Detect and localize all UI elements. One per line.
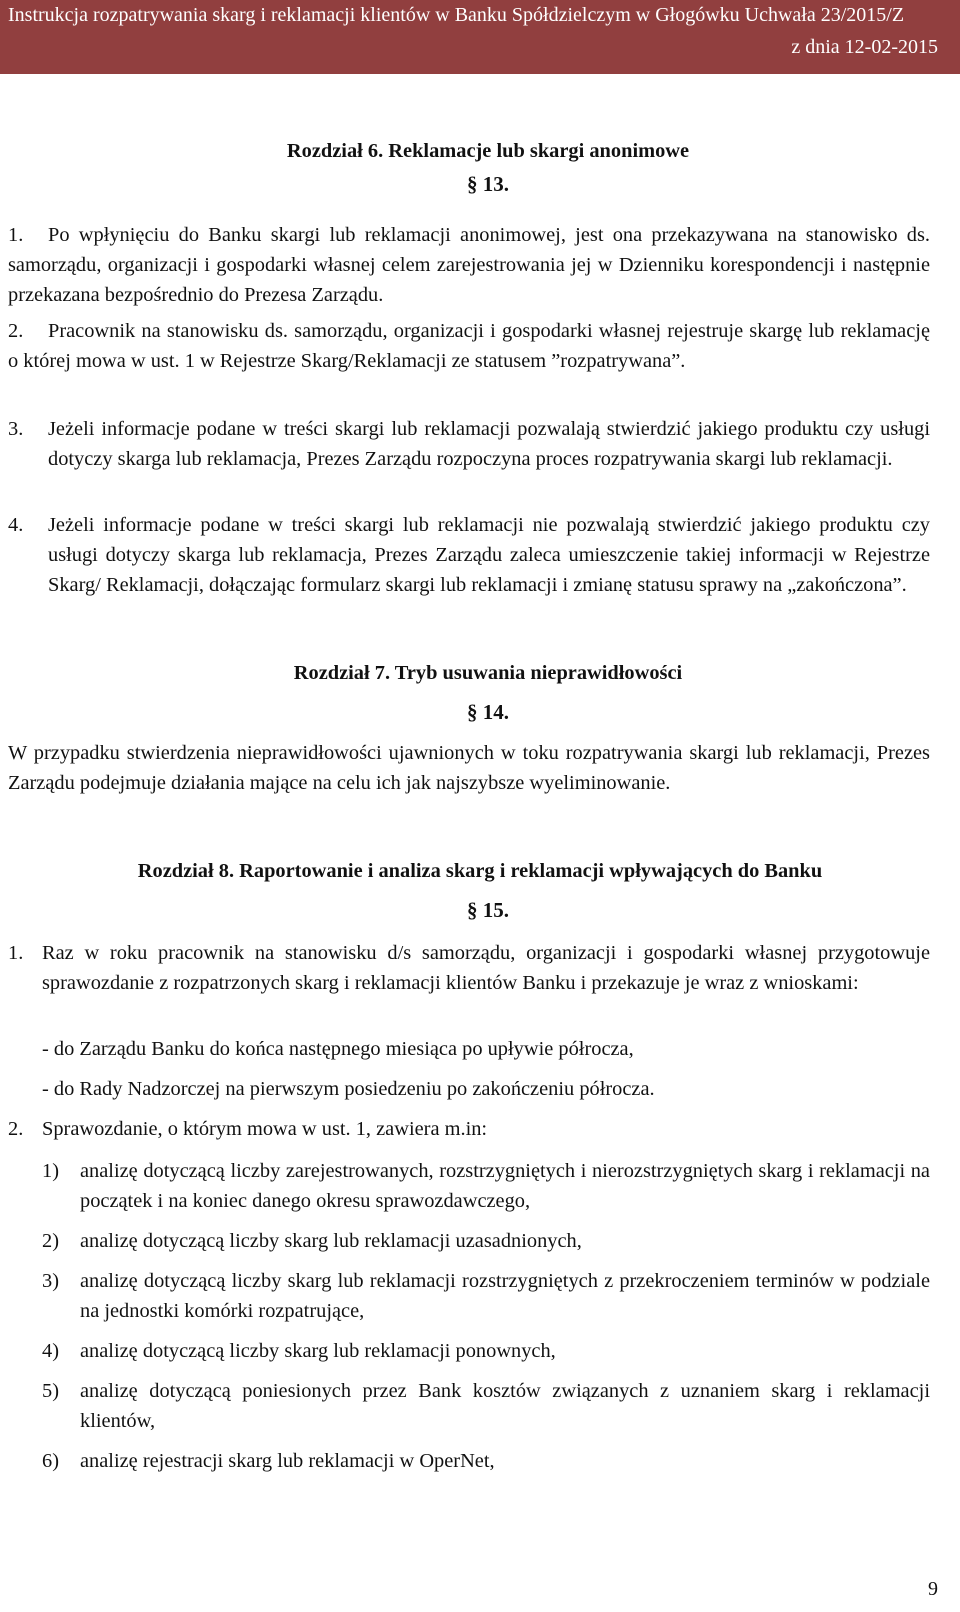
section-15: § 15. <box>467 898 509 922</box>
subitem-2-number: 2) <box>42 1230 59 1252</box>
subitem-4-text: analizę dotyczącą liczby skarg lub reklamacji ponownych, <box>80 1340 556 1362</box>
ch8-item-1-number: 1. <box>8 942 24 964</box>
section-13: § 13. <box>467 172 509 196</box>
subitem-1-number: 1) <box>42 1160 59 1182</box>
subitem-3-text: analizę dotyczącą liczby skarg lub reklamacji rozstrzygniętych z przekroczeniem terminów w podziale na jednostki komórki rozpatrujące, <box>80 1270 930 1322</box>
subitem-1-text: analizę dotyczącą liczby zarejestrowanych, rozstrzygniętych i nierozstrzygniętych skarg i reklamacji na początek i na koniec danego okresu sprawozdawczego, <box>80 1160 930 1212</box>
ch8-item-2-text: Sprawozdanie, o którym mowa w ust. 1, zawiera m.in: <box>42 1118 488 1140</box>
subitem-4-number: 4) <box>42 1340 59 1362</box>
chapter-6-title: Rozdział 6. Reklamacje lub skargi anonimowe <box>286 140 690 162</box>
subitem-6-number: 6) <box>42 1450 59 1472</box>
item-1-number: 1. <box>8 224 24 246</box>
item-3-number: 3. <box>8 418 24 440</box>
ch8-dash-1: - do Zarządu Banku do końca następnego miesiąca po upływie półrocza, <box>42 1038 634 1060</box>
item-1-text: Po wpłynięciu do Banku skargi lub reklamacji anonimowej, jest ona przekazywana na stanowisko ds. samorządu, organizacji i gospodarki własnej celem zarejestrowania jej w Dzienniku korespondencji i następnie przekazana bezpośrednio do Prezesa Zarządu. <box>8 224 930 306</box>
item-2-number: 2. <box>8 320 24 342</box>
item-2-text: Pracownik na stanowisku ds. samorządu, organizacji i gospodarki własnej rejestruje skargę lub reklamację o której mowa w ust. 1 w Rejestrze Skarg/Reklamacji ze statusem ”rozpatrywana”. <box>8 320 930 372</box>
ch8-dash-2: - do Rady Nadzorczej na pierwszym posiedzeniu po zakończeniu półrocza. <box>42 1078 655 1100</box>
chapter-7-text: W przypadku stwierdzenia nieprawidłowości ujawnionych w toku rozpatrywania skargi lub reklamacji, Prezes Zarządu podejmuje działania mające na celu ich jak najszybsze wyeliminowanie. <box>8 742 930 794</box>
document-header <box>0 0 960 74</box>
item-4-text: Jeżeli informacje podane w treści skargi lub reklamacji nie pozwalają stwierdzić jakiego produktu czy usługi dotyczy skarga lub reklamacja, Prezes Zarządu zaleca umieszczenie takiej informacji w Rejestrze Skarg/ Reklamacji, dołączając formularz skargi lub reklamacji i zmianę statusu sprawy na „zakończona”. <box>48 514 930 596</box>
subitem-5-number: 5) <box>42 1380 59 1402</box>
ch8-item-1-text: Raz w roku pracownik na stanowisku d/s samorządu, organizacji i gospodarki własnej przygotowuje sprawozdanie z rozpatrzonych skarg i reklamacji klientów Banku i przekazuje je wraz z wnioskami: <box>42 942 930 994</box>
header-title: Instrukcja rozpatrywania skarg i reklamacji klientów w Banku Spółdzielczym w Głogówku Uchwała 23/2015/Z <box>8 4 905 26</box>
item-4-number: 4. <box>8 514 24 536</box>
subitem-3-number: 3) <box>42 1270 59 1292</box>
chapter-8-title: Rozdział 8. Raportowanie i analiza skarg i reklamacji wpływających do Banku <box>137 860 823 882</box>
chapter-7-title: Rozdział 7. Tryb usuwania nieprawidłowości <box>293 662 683 684</box>
subitem-2-text: analizę dotyczącą liczby skarg lub reklamacji uzasadnionych, <box>80 1230 582 1252</box>
ch8-item-2-number: 2. <box>8 1118 24 1140</box>
page-number: 9 <box>928 1578 938 1600</box>
subitem-5-text: analizę dotyczącą poniesionych przez Bank kosztów związanych z uznaniem skarg i reklamacji klientów, <box>80 1380 930 1432</box>
section-14: § 14. <box>467 700 509 724</box>
header-date: z dnia 12-02-2015 <box>791 36 938 58</box>
item-3-text: Jeżeli informacje podane w treści skargi lub reklamacji pozwalają stwierdzić jakiego produktu czy usługi dotyczy skarga lub reklamacja, Prezes Zarządu rozpoczyna proces rozpatrywania skargi lub reklamacji. <box>48 418 930 470</box>
subitem-6-text: analizę rejestracji skarg lub reklamacji w OperNet, <box>80 1450 495 1472</box>
